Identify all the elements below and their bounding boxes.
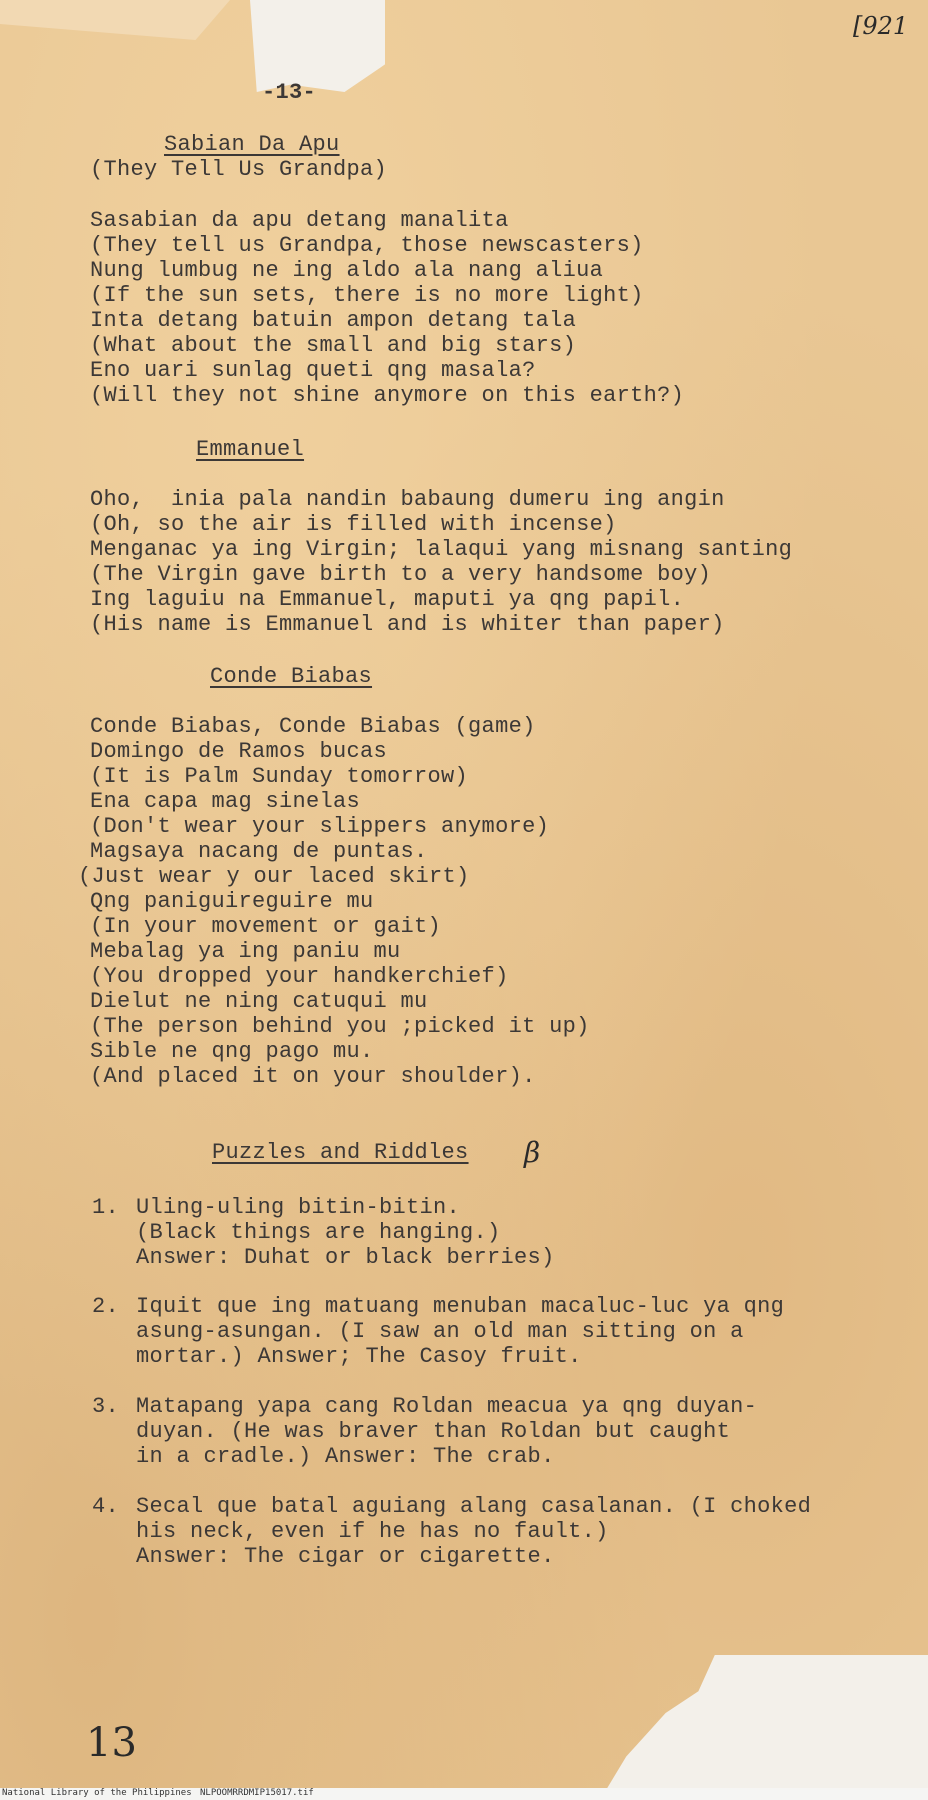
torn-edge-top [250,0,385,92]
poem-line: (If the sun sets, there is no more light) [90,283,644,308]
riddle-line: Iquit que ing matuang menuban macaluc-luc ya qng [136,1294,785,1319]
poem-line: Ing laguiu na Emmanuel, maputi ya qng papil. [90,587,685,612]
poem-line: (What about the small and big stars) [90,333,577,358]
riddles-title: Puzzles and Riddles [212,1140,469,1165]
margin-mark: β [524,1136,541,1169]
poem-line: Nung lumbug ne ing aldo ala nang aliua [90,258,604,283]
section-title: Emmanuel [196,437,305,462]
page-number: -13- [262,80,317,105]
poem-line: (Will they not shine anymore on this earth?) [90,383,685,408]
poem-line: (Oh, so the air is filled with incense) [90,512,617,537]
section-title: Conde Biabas [210,664,373,689]
riddle-line: (Black things are hanging.) [136,1220,501,1245]
riddle-line: Uling-uling bitin-bitin. [136,1195,461,1220]
poem-line: (The Virgin gave birth to a very handsome boy) [90,562,712,587]
riddle-number: 1. [92,1195,120,1220]
poem-line: Oho, inia pala nandin babaung dumeru ing angin [90,487,725,512]
handwritten-page-number: 13 [86,1720,137,1766]
riddle-number: 3. [92,1394,120,1419]
riddle-line: mortar.) Answer; The Casoy fruit. [136,1344,582,1369]
section-subtitle: (They Tell Us Grandpa) [90,157,388,182]
scan-footer [0,1788,928,1800]
poem-line: Conde Biabas, Conde Biabas (game) [90,714,536,739]
poem-line: (You dropped your handkerchief) [90,964,509,989]
poem-line: Mebalag ya ing paniu mu [90,939,401,964]
poem-line: Eno uari sunlag queti qng masala? [90,358,536,383]
poem-line: Sible ne qng pago mu. [90,1039,374,1064]
section-title: Sabian Da Apu [164,132,340,157]
riddle-line: asung-asungan. (I saw an old man sitting on a [136,1319,744,1344]
riddle-line: his neck, even if he has no fault.) [136,1519,609,1544]
poem-line: (The person behind you ;picked it up) [90,1014,590,1039]
riddle-line: in a cradle.) Answer: The crab. [136,1444,555,1469]
poem-line: (It is Palm Sunday tomorrow) [90,764,469,789]
riddle-line: Secal que batal aguiang alang casalanan. (I choked [136,1494,812,1519]
poem-line: Inta detang batuin ampon detang tala [90,308,577,333]
poem-line: Domingo de Ramos bucas [90,739,388,764]
poem-line: (His name is Emmanuel and is whiter than paper) [90,612,725,637]
poem-line: Dielut ne ning catuqui mu [90,989,428,1014]
poem-line: (Don't wear your slippers anymore) [90,814,550,839]
poem-line: (In your movement or gait) [90,914,442,939]
poem-line: Qng paniguireguire mu [90,889,374,914]
riddle-number: 2. [92,1294,120,1319]
footer-file: NLPOOMRRDMIP15017.tif [200,1788,314,1798]
riddle-line: Answer: The cigar or cigarette. [136,1544,555,1569]
riddle-line: Answer: Duhat or black berries) [136,1245,555,1270]
poem-line: Menganac ya ing Virgin; lalaqui yang misnang santing [90,537,793,562]
poem-line: Ena capa mag sinelas [90,789,361,814]
poem-line: Sasabian da apu detang manalita [90,208,509,233]
archive-number: [921 [853,12,909,40]
riddle-number: 4. [92,1494,120,1519]
poem-line: (Just wear y our laced skirt) [78,864,470,889]
poem-line: (They tell us Grandpa, those newscasters) [90,233,644,258]
riddle-line: Matapang yapa cang Roldan meacua ya qng duyan- [136,1394,758,1419]
poem-line: (And placed it on your shoulder). [90,1064,536,1089]
poem-line: Magsaya nacang de puntas. [90,839,428,864]
riddle-line: duyan. (He was braver than Roldan but caught [136,1419,731,1444]
footer-library: National Library of the Philippines [2,1788,192,1798]
